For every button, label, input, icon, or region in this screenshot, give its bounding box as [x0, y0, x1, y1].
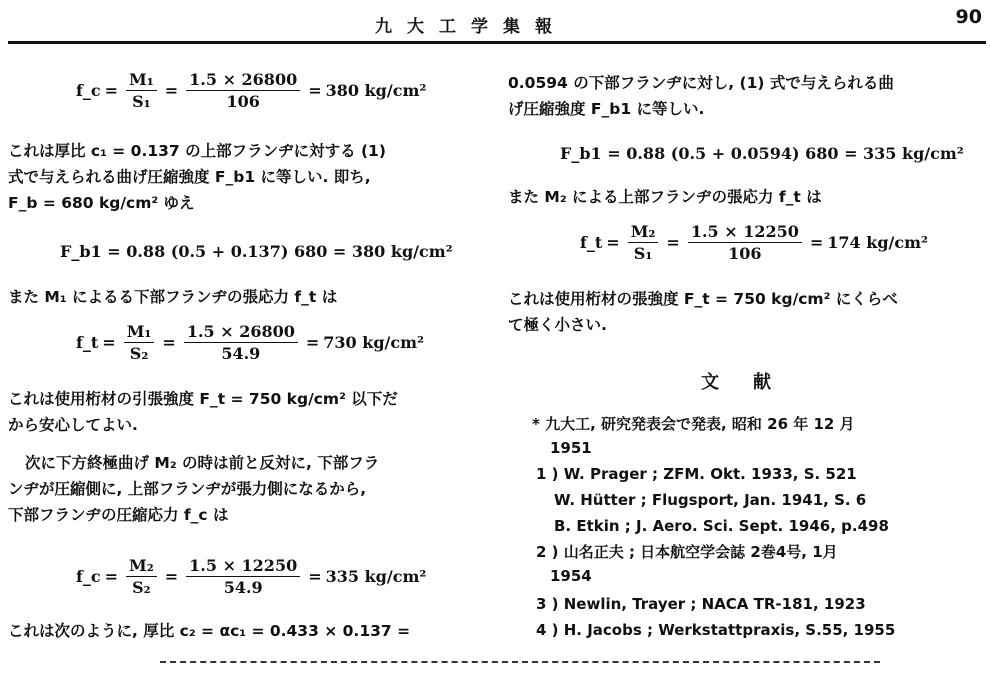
- reference-item: W. Hütter ; Flugsport, Jan. 1941, S. 6: [554, 491, 867, 509]
- references-heading: 文献: [701, 372, 805, 393]
- equation-fb1: F_b1 = 0.88 (0.5 + 0.137) 680 = 380 kg/cm²: [60, 242, 453, 261]
- footer-rule: [160, 661, 880, 663]
- reference-item: B. Etkin ; J. Aero. Sci. Sept. 1946, p.498: [554, 517, 889, 535]
- page-header: [0, 0, 990, 44]
- paragraph-3: これは使用桁材の引張強度 F_t = 750 kg/cm² 以下だ から安心してよい.: [8, 390, 398, 434]
- reference-item: 1 ) W. Prager ; ZFM. Okt. 1933, S. 521: [536, 465, 857, 483]
- paragraph-4: 次に下方終極曲げ M₂ の時は前と反対に, 下部フラ ンヂが圧縮側に, 上部フランヂが張力側になるから, 下部フランヂの圧縮応力 f_c は: [8, 454, 380, 524]
- page-number: 90: [955, 6, 982, 28]
- reference-item: 4 ) H. Jacobs ; Werkstattpraxis, S.55, 1955: [536, 621, 896, 639]
- equation-ft-m1: f_t = $\frac{\text{M₁}}{\text{S₂}}$ = $\frac{1.5 \times 26800}{54.9}$ = 730 kg/cm²: [76, 322, 425, 363]
- reference-item: 1951: [550, 439, 592, 457]
- journal-title: 九大工学集報: [375, 17, 567, 37]
- paragraph-2: また M₁ によるる下部フランヂの張応力 f_t は: [8, 288, 338, 306]
- eq-lhs: f_c: [76, 81, 101, 100]
- reference-item: 3 ) Newlin, Trayer ; NACA TR-181, 1923: [536, 595, 866, 613]
- paragraph-r3: これは使用桁材の張強度 F_t = 750 kg/cm² にくらべ て極く小さい.: [508, 290, 898, 334]
- reference-item: 2 ) 山名正夫 ; 日本航空学会誌 2巻4号, 1月: [536, 543, 838, 561]
- header-rule: [8, 41, 986, 44]
- paragraph-r1: 0.0594 の下部フランヂに対し, (1) 式で与えられる曲 げ圧縮強度 F_b1 に等しい.: [508, 74, 894, 118]
- equation-fc-m2: f_c = $\frac{\text{M₂}}{\text{S₂}}$ = $\frac{1.5 \times 12250}{54.9}$ = 335 kg/cm²: [76, 556, 427, 597]
- reference-item: 1954: [550, 567, 592, 585]
- paragraph-r2: また M₂ による上部フランヂの張応力 f_t は: [508, 188, 822, 206]
- paragraph-1: これは厚比 c₁ = 0.137 の上部フランヂに対する (1) 式で与えられる曲げ圧縮強度 F_b1 に等しい. 即ち, F_b = 680 kg/cm² ゆえ: [8, 142, 386, 212]
- equation-ft-m2: f_t = $\frac{\text{M₂}}{\text{S₁}}$ = $\frac{1.5 \times 12250}{106}$ = 174 kg/cm²: [580, 222, 929, 263]
- eq-result: 380 kg/cm²: [325, 81, 427, 100]
- equation-fc-m1: f_c = $\frac{\text{M₁}}{\text{S₁}}$ = $\frac{1.5 \times 26800}{106}$ = 380 kg/cm²: [76, 70, 427, 111]
- reference-item: * 九大工, 研究発表会で発表, 昭和 26 年 12 月: [532, 415, 855, 433]
- paragraph-5: これは次のように, 厚比 c₂ = αc₁ = 0.433 × 0.137 =: [8, 622, 411, 640]
- equation-fb1-right: F_b1 = 0.88 (0.5 + 0.0594) 680 = 335 kg/cm²: [560, 144, 964, 163]
